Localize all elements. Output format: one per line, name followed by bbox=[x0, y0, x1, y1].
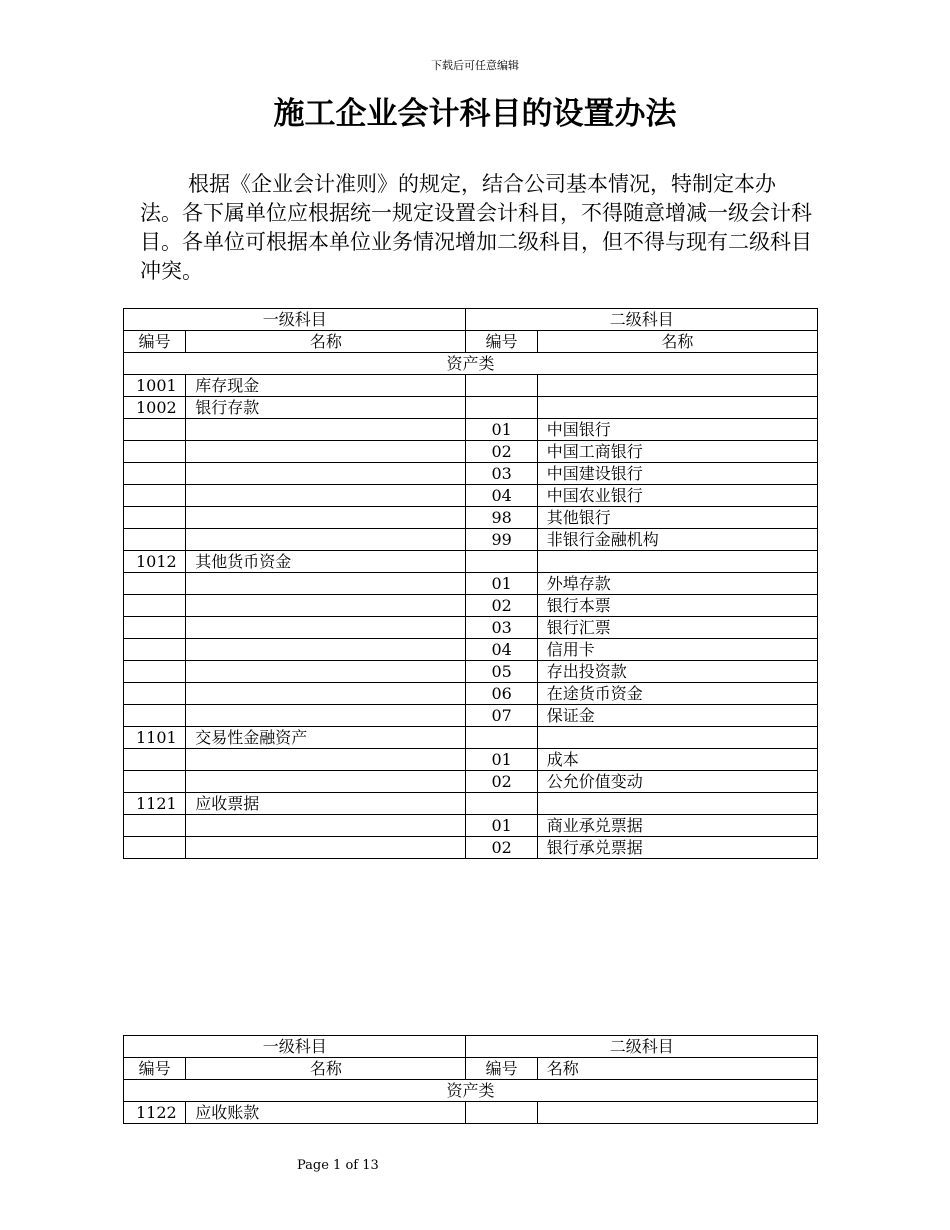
col-name-header: 名称 bbox=[186, 331, 466, 353]
sub-account-name: 存出投资款 bbox=[537, 661, 817, 683]
table-row bbox=[124, 705, 818, 727]
sub-account-name: 中国建设银行 bbox=[537, 463, 817, 485]
account-name: 其他货币资金 bbox=[186, 551, 466, 573]
account-code: 1122 bbox=[124, 1102, 186, 1124]
sub-account-code: 03 bbox=[466, 463, 537, 485]
category-row bbox=[124, 1080, 818, 1102]
col-code-header: 编号 bbox=[124, 1058, 186, 1080]
account-name bbox=[186, 617, 466, 639]
account-name bbox=[186, 507, 466, 529]
account-code bbox=[124, 815, 186, 837]
sub-account-code: 01 bbox=[466, 815, 537, 837]
sub-account-name bbox=[537, 397, 817, 419]
table-row bbox=[124, 397, 818, 419]
account-code bbox=[124, 837, 186, 859]
account-name bbox=[186, 441, 466, 463]
sub-account-code: 04 bbox=[466, 485, 537, 507]
account-code bbox=[124, 573, 186, 595]
sub-account-name: 银行本票 bbox=[537, 595, 817, 617]
account-name bbox=[186, 837, 466, 859]
sub-account-name: 商业承兑票据 bbox=[537, 815, 817, 837]
account-name bbox=[186, 419, 466, 441]
sub-account-code: 98 bbox=[466, 507, 537, 529]
account-name bbox=[186, 639, 466, 661]
account-code bbox=[124, 529, 186, 551]
sub-account-name: 非银行金融机构 bbox=[537, 529, 817, 551]
account-code: 1101 bbox=[124, 727, 186, 749]
account-code bbox=[124, 639, 186, 661]
table-row bbox=[124, 639, 818, 661]
table-row bbox=[124, 463, 818, 485]
account-code bbox=[124, 661, 186, 683]
account-name bbox=[186, 771, 466, 793]
account-code: 1002 bbox=[124, 397, 186, 419]
table-header-row bbox=[124, 309, 818, 331]
table-row bbox=[124, 683, 818, 705]
table-row bbox=[124, 1102, 818, 1124]
sub-account-name: 中国银行 bbox=[537, 419, 817, 441]
table-subheader-row bbox=[124, 331, 818, 353]
sub-account-name bbox=[537, 727, 817, 749]
category-row bbox=[124, 353, 818, 375]
sub-account-code bbox=[466, 397, 537, 419]
table-row bbox=[124, 419, 818, 441]
col-code-header: 编号 bbox=[124, 331, 186, 353]
account-code bbox=[124, 419, 186, 441]
intro-paragraph: 根据《企业会计准则》的规定，结合公司基本情况，特制定本办法。各下属单位应根据统一规定设置会计科目，不得随意增减一级会计科目。各单位可根据本单位业务情况增加二级科目，但不得与现有二级科目冲突。 bbox=[140, 172, 812, 283]
account-name bbox=[186, 815, 466, 837]
sub-account-name: 公允价值变动 bbox=[537, 771, 817, 793]
sub-account-code bbox=[466, 551, 537, 573]
account-name bbox=[186, 573, 466, 595]
account-name bbox=[186, 485, 466, 507]
sub-account-code: 02 bbox=[466, 837, 537, 859]
account-code bbox=[124, 617, 186, 639]
col-subcode-header: 编号 bbox=[466, 1058, 537, 1080]
table-row bbox=[124, 727, 818, 749]
account-name: 应收账款 bbox=[186, 1102, 466, 1124]
account-code bbox=[124, 485, 186, 507]
sub-account-code: 01 bbox=[466, 573, 537, 595]
sub-account-name: 保证金 bbox=[537, 705, 817, 727]
table-row bbox=[124, 375, 818, 397]
account-code: 1001 bbox=[124, 375, 186, 397]
sub-account-name: 成本 bbox=[537, 749, 817, 771]
col-subname-header: 名称 bbox=[537, 1058, 817, 1080]
sub-account-code bbox=[466, 1102, 537, 1124]
sub-account-code: 02 bbox=[466, 441, 537, 463]
sub-account-name: 其他银行 bbox=[537, 507, 817, 529]
col-name-header: 名称 bbox=[186, 1058, 466, 1080]
table-row bbox=[124, 815, 818, 837]
account-name bbox=[186, 749, 466, 771]
table-subheader-row bbox=[124, 1058, 818, 1080]
sub-account-code: 02 bbox=[466, 595, 537, 617]
table-row bbox=[124, 661, 818, 683]
sub-account-name: 银行承兑票据 bbox=[537, 837, 817, 859]
account-code bbox=[124, 463, 186, 485]
sub-account-name: 外埠存款 bbox=[537, 573, 817, 595]
sub-account-name: 中国农业银行 bbox=[537, 485, 817, 507]
category-label: 资产类 bbox=[124, 353, 818, 375]
sub-account-name: 银行汇票 bbox=[537, 617, 817, 639]
table-row bbox=[124, 617, 818, 639]
account-code: 1121 bbox=[124, 793, 186, 815]
level2-header: 二级科目 bbox=[466, 309, 818, 331]
account-name bbox=[186, 705, 466, 727]
level1-header: 一级科目 bbox=[124, 1036, 466, 1058]
table-row bbox=[124, 749, 818, 771]
col-subname-header: 名称 bbox=[537, 331, 817, 353]
sub-account-code: 99 bbox=[466, 529, 537, 551]
account-code bbox=[124, 595, 186, 617]
sub-account-code: 05 bbox=[466, 661, 537, 683]
account-name bbox=[186, 529, 466, 551]
header-note: 下载后可任意编辑 bbox=[431, 59, 519, 72]
sub-account-code: 01 bbox=[466, 749, 537, 771]
table-header-row bbox=[124, 1036, 818, 1058]
sub-account-code: 06 bbox=[466, 683, 537, 705]
account-code bbox=[124, 441, 186, 463]
account-code bbox=[124, 507, 186, 529]
sub-account-name bbox=[537, 375, 817, 397]
sub-account-name: 中国工商银行 bbox=[537, 441, 817, 463]
account-name bbox=[186, 683, 466, 705]
sub-account-name bbox=[537, 793, 817, 815]
table-row bbox=[124, 595, 818, 617]
table-row bbox=[124, 441, 818, 463]
level1-header: 一级科目 bbox=[124, 309, 466, 331]
sub-account-code: 01 bbox=[466, 419, 537, 441]
table-row bbox=[124, 793, 818, 815]
account-code bbox=[124, 705, 186, 727]
sub-account-name: 在途货币资金 bbox=[537, 683, 817, 705]
col-subcode-header: 编号 bbox=[466, 331, 537, 353]
account-name bbox=[186, 595, 466, 617]
sub-account-name bbox=[537, 551, 817, 573]
account-table-1 bbox=[123, 308, 818, 859]
sub-account-name: 信用卡 bbox=[537, 639, 817, 661]
table-row bbox=[124, 507, 818, 529]
account-name: 银行存款 bbox=[186, 397, 466, 419]
account-code bbox=[124, 683, 186, 705]
table-row bbox=[124, 485, 818, 507]
table-row bbox=[124, 529, 818, 551]
account-name bbox=[186, 661, 466, 683]
table-row bbox=[124, 551, 818, 573]
sub-account-code bbox=[466, 793, 537, 815]
account-name: 交易性金融资产 bbox=[186, 727, 466, 749]
page-footer: Page 1 of 13 bbox=[297, 1158, 379, 1173]
account-code bbox=[124, 749, 186, 771]
category-label: 资产类 bbox=[124, 1080, 818, 1102]
account-name: 库存现金 bbox=[186, 375, 466, 397]
table-row bbox=[124, 771, 818, 793]
sub-account-name bbox=[537, 1102, 817, 1124]
sub-account-code bbox=[466, 727, 537, 749]
sub-account-code: 02 bbox=[466, 771, 537, 793]
table-row bbox=[124, 573, 818, 595]
sub-account-code bbox=[466, 375, 537, 397]
page-title: 施工企业会计科目的设置办法 bbox=[273, 96, 677, 132]
sub-account-code: 03 bbox=[466, 617, 537, 639]
sub-account-code: 07 bbox=[466, 705, 537, 727]
table-row bbox=[124, 837, 818, 859]
account-name: 应收票据 bbox=[186, 793, 466, 815]
account-table-2 bbox=[123, 1035, 818, 1124]
sub-account-code: 04 bbox=[466, 639, 537, 661]
account-code: 1012 bbox=[124, 551, 186, 573]
level2-header: 二级科目 bbox=[466, 1036, 818, 1058]
account-name bbox=[186, 463, 466, 485]
account-code bbox=[124, 771, 186, 793]
